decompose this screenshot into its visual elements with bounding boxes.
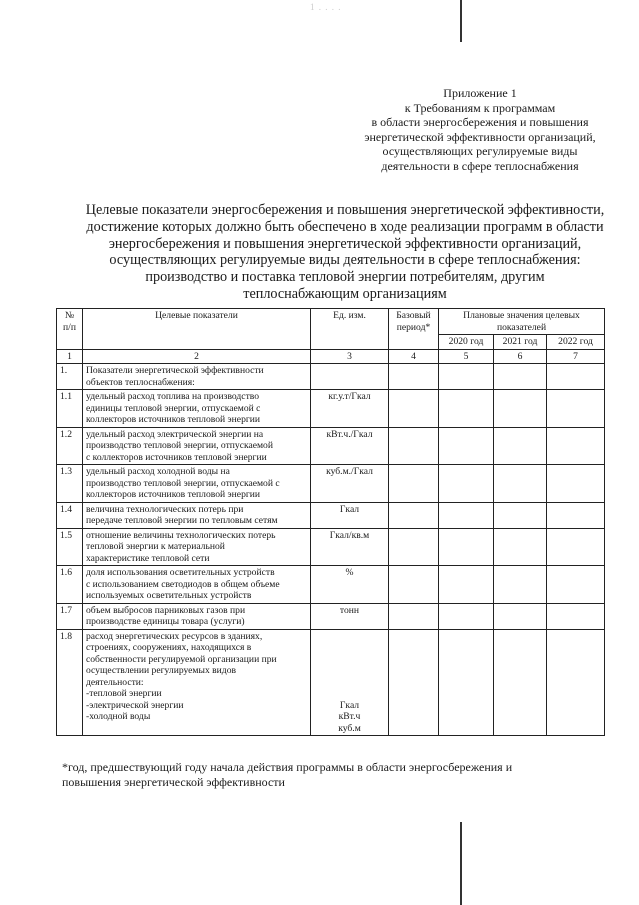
column-index: 1	[57, 349, 83, 364]
table-row	[57, 629, 605, 736]
row-number: 1.6	[57, 566, 83, 604]
appendix-header	[330, 86, 630, 173]
binding-line-bottom	[460, 822, 462, 905]
column-index: 5	[439, 349, 494, 364]
indicator-line: расход энергетических ресурсов в зданиях,	[86, 630, 263, 642]
appendix-line: деятельности в сфере теплоснабжения	[381, 158, 579, 173]
appendix-line: в области энергосбережения и повышения	[371, 115, 589, 129]
indicator-line: объектов теплоснабжения:	[86, 376, 195, 388]
footnote-line: повышения энергетической эффективности	[62, 775, 285, 789]
table-row	[57, 528, 605, 566]
row-unit	[311, 427, 389, 465]
unit-line: кг.у.т/Гкал	[328, 391, 371, 402]
indicator-line: величина технологических потерь при	[86, 503, 244, 515]
indicator-line: единицы тепловой энергии, отпускаемой с	[86, 402, 261, 414]
row-number: 1.4	[57, 502, 83, 528]
appendix-line: Приложение 1	[443, 86, 517, 100]
column-index-row	[57, 349, 605, 364]
indicator-line: деятельности:	[86, 676, 144, 688]
table-row	[57, 566, 605, 604]
row-number: 1.5	[57, 528, 83, 566]
table-row	[57, 465, 605, 503]
row-number: 1.7	[57, 603, 83, 629]
empty-value-cell	[389, 364, 439, 390]
indicator-line: коллекторов источников тепловой энергии	[86, 414, 261, 425]
empty-value-cell	[389, 566, 439, 604]
table-row	[57, 427, 605, 465]
empty-value-cell	[439, 603, 494, 629]
column-index: 7	[547, 349, 605, 364]
unit-line	[314, 642, 385, 654]
empty-value-cell	[547, 390, 605, 428]
header-year-2020: 2020 год	[439, 335, 494, 350]
empty-value-cell	[547, 502, 605, 528]
empty-value-cell	[439, 502, 494, 528]
row-indicator	[83, 629, 311, 736]
empty-value-cell	[547, 364, 605, 390]
title-line: Целевые показатели энергосбережения и повышения энергетической эффективности,	[85, 202, 605, 218]
unit-line: куб.м	[338, 722, 361, 734]
title-line: осуществляющих регулируемые виды деятельности в сфере теплоснабжения:	[109, 252, 581, 269]
row-unit	[311, 629, 389, 736]
binding-line-top	[460, 0, 462, 42]
empty-value-cell	[547, 603, 605, 629]
header-year-2021: 2021 год	[494, 335, 547, 350]
indicator-line: -холодной воды	[86, 711, 151, 722]
title-line: энергосбережения и повышения энергетической эффективности организаций,	[108, 235, 582, 252]
empty-value-cell	[439, 364, 494, 390]
unit-line: Гкал	[339, 699, 360, 711]
indicator-rows	[57, 364, 605, 736]
row-indicator	[83, 364, 311, 390]
unit-line: кВт.ч	[338, 711, 361, 722]
row-number: 1.3	[57, 465, 83, 503]
header-base-period: Базовый период*	[389, 309, 439, 350]
indicator-line: производстве единицы товара (услуги)	[86, 616, 245, 627]
row-indicator	[83, 390, 311, 428]
indicator-line: характеристике тепловой сети	[86, 552, 210, 564]
empty-value-cell	[389, 502, 439, 528]
empty-value-cell	[494, 427, 547, 465]
empty-value-cell	[547, 629, 605, 736]
document-title	[60, 202, 630, 303]
empty-value-cell	[494, 390, 547, 428]
empty-value-cell	[389, 629, 439, 736]
indicator-line: строениях, сооружениях, находящихся в	[86, 642, 252, 653]
title-line: теплоснабжающим организациям	[243, 285, 447, 302]
column-index: 6	[494, 349, 547, 364]
scan-top-mark: 1 . . . .	[310, 2, 342, 12]
indicator-line: собственности регулируемой организации при	[86, 653, 277, 665]
indicator-line: -тепловой энергии	[86, 688, 162, 699]
row-number: 1.2	[57, 427, 83, 465]
row-number: 1.	[57, 364, 83, 390]
row-indicator	[83, 566, 311, 604]
empty-value-cell	[439, 427, 494, 465]
indicator-line: используемых осветительных устройств	[86, 590, 252, 601]
header-indicator: Целевые показатели	[83, 309, 311, 350]
empty-value-cell	[547, 427, 605, 465]
empty-value-cell	[439, 629, 494, 736]
row-indicator	[83, 603, 311, 629]
empty-value-cell	[494, 528, 547, 566]
empty-value-cell	[494, 364, 547, 390]
unit-line: Гкал/кв.м	[329, 529, 370, 541]
unit-line	[314, 631, 385, 643]
empty-value-cell	[439, 465, 494, 503]
empty-value-cell	[547, 528, 605, 566]
indicator-line: -электрической энергии	[86, 699, 184, 711]
indicator-line: передаче тепловой энергии по тепловым сетям	[86, 515, 278, 526]
row-unit	[311, 390, 389, 428]
indicator-line: производство тепловой энергии, отпускаемой с	[86, 477, 280, 489]
footnote	[62, 760, 622, 790]
title-line: производство и поставка тепловой энергии потребителям, другим	[145, 269, 545, 286]
indicator-line: объем выбросов парниковых газов при	[86, 604, 246, 616]
indicator-line: удельный расход холодной воды на	[86, 466, 230, 477]
row-unit	[311, 566, 389, 604]
empty-value-cell	[439, 566, 494, 604]
empty-value-cell	[389, 390, 439, 428]
row-indicator	[83, 528, 311, 566]
empty-value-cell	[389, 528, 439, 566]
appendix-line: осуществляющих регулируемые виды	[382, 144, 578, 158]
row-indicator	[83, 427, 311, 465]
row-unit	[311, 528, 389, 566]
header-num: № п/п	[57, 309, 83, 350]
empty-value-cell	[389, 427, 439, 465]
empty-value-cell	[389, 465, 439, 503]
appendix-line: к Требованиям к программам	[404, 100, 556, 115]
row-unit	[311, 364, 389, 390]
empty-value-cell	[494, 566, 547, 604]
title-line: достижение которых должно быть обеспечено в ходе реализации программ в области	[86, 218, 604, 235]
column-index: 4	[389, 349, 439, 364]
unit-line: куб.м./Гкал	[326, 466, 373, 477]
indicator-line: с коллекторов источников тепловой энергии	[86, 451, 267, 463]
indicator-line: доля использования осветительных устройств	[86, 567, 275, 578]
footnote-line: *год, предшествующий году начала действия программы в области энергосбережения и	[62, 760, 513, 774]
indicator-line: коллекторов источников тепловой энергии	[86, 489, 261, 500]
table-row	[57, 390, 605, 428]
indicator-line: производство тепловой энергии, отпускаемой	[86, 440, 273, 451]
row-indicator	[83, 502, 311, 528]
unit-line	[314, 654, 385, 666]
header-year-2022: 2022 год	[547, 335, 605, 350]
unit-line	[314, 677, 385, 689]
unit-line	[314, 665, 385, 677]
row-unit	[311, 465, 389, 503]
empty-value-cell	[547, 465, 605, 503]
empty-value-cell	[494, 465, 547, 503]
indicator-line: с использованием светодиодов в общем объеме	[86, 578, 280, 590]
empty-value-cell	[389, 603, 439, 629]
indicator-line: отношение величины технологических потерь	[86, 529, 276, 541]
row-number: 1.1	[57, 390, 83, 428]
indicator-line: тепловой энергии к материальной	[86, 541, 225, 552]
unit-line: Гкал	[339, 503, 360, 515]
table-row	[57, 364, 605, 390]
indicators-table	[56, 308, 605, 736]
row-unit	[311, 502, 389, 528]
row-indicator	[83, 465, 311, 503]
empty-value-cell	[439, 528, 494, 566]
appendix-line: энергетической эффективности организаций,	[364, 129, 596, 144]
table-row	[57, 502, 605, 528]
unit-line	[314, 688, 385, 700]
row-unit	[311, 603, 389, 629]
indicator-line: осуществлении регулируемых видов	[86, 665, 237, 676]
empty-value-cell	[494, 603, 547, 629]
empty-value-cell	[547, 566, 605, 604]
unit-line: кВт.ч./Гкал	[326, 428, 373, 440]
indicator-line: удельный расход топлива на производство	[86, 391, 260, 402]
empty-value-cell	[494, 502, 547, 528]
empty-value-cell	[494, 629, 547, 736]
column-index: 2	[83, 349, 311, 364]
header-planned: Плановые значения целевых показателей	[439, 309, 605, 335]
header-unit: Ед. изм.	[311, 309, 389, 350]
unit-line: тонн	[339, 604, 360, 616]
row-number: 1.8	[57, 629, 83, 736]
column-index: 3	[311, 349, 389, 364]
indicator-line: Показатели энергетической эффективности	[86, 365, 264, 376]
table-row	[57, 603, 605, 629]
indicator-line: удельный расход электрической энергии на	[86, 428, 264, 440]
unit-line: %	[345, 567, 354, 578]
empty-value-cell	[439, 390, 494, 428]
